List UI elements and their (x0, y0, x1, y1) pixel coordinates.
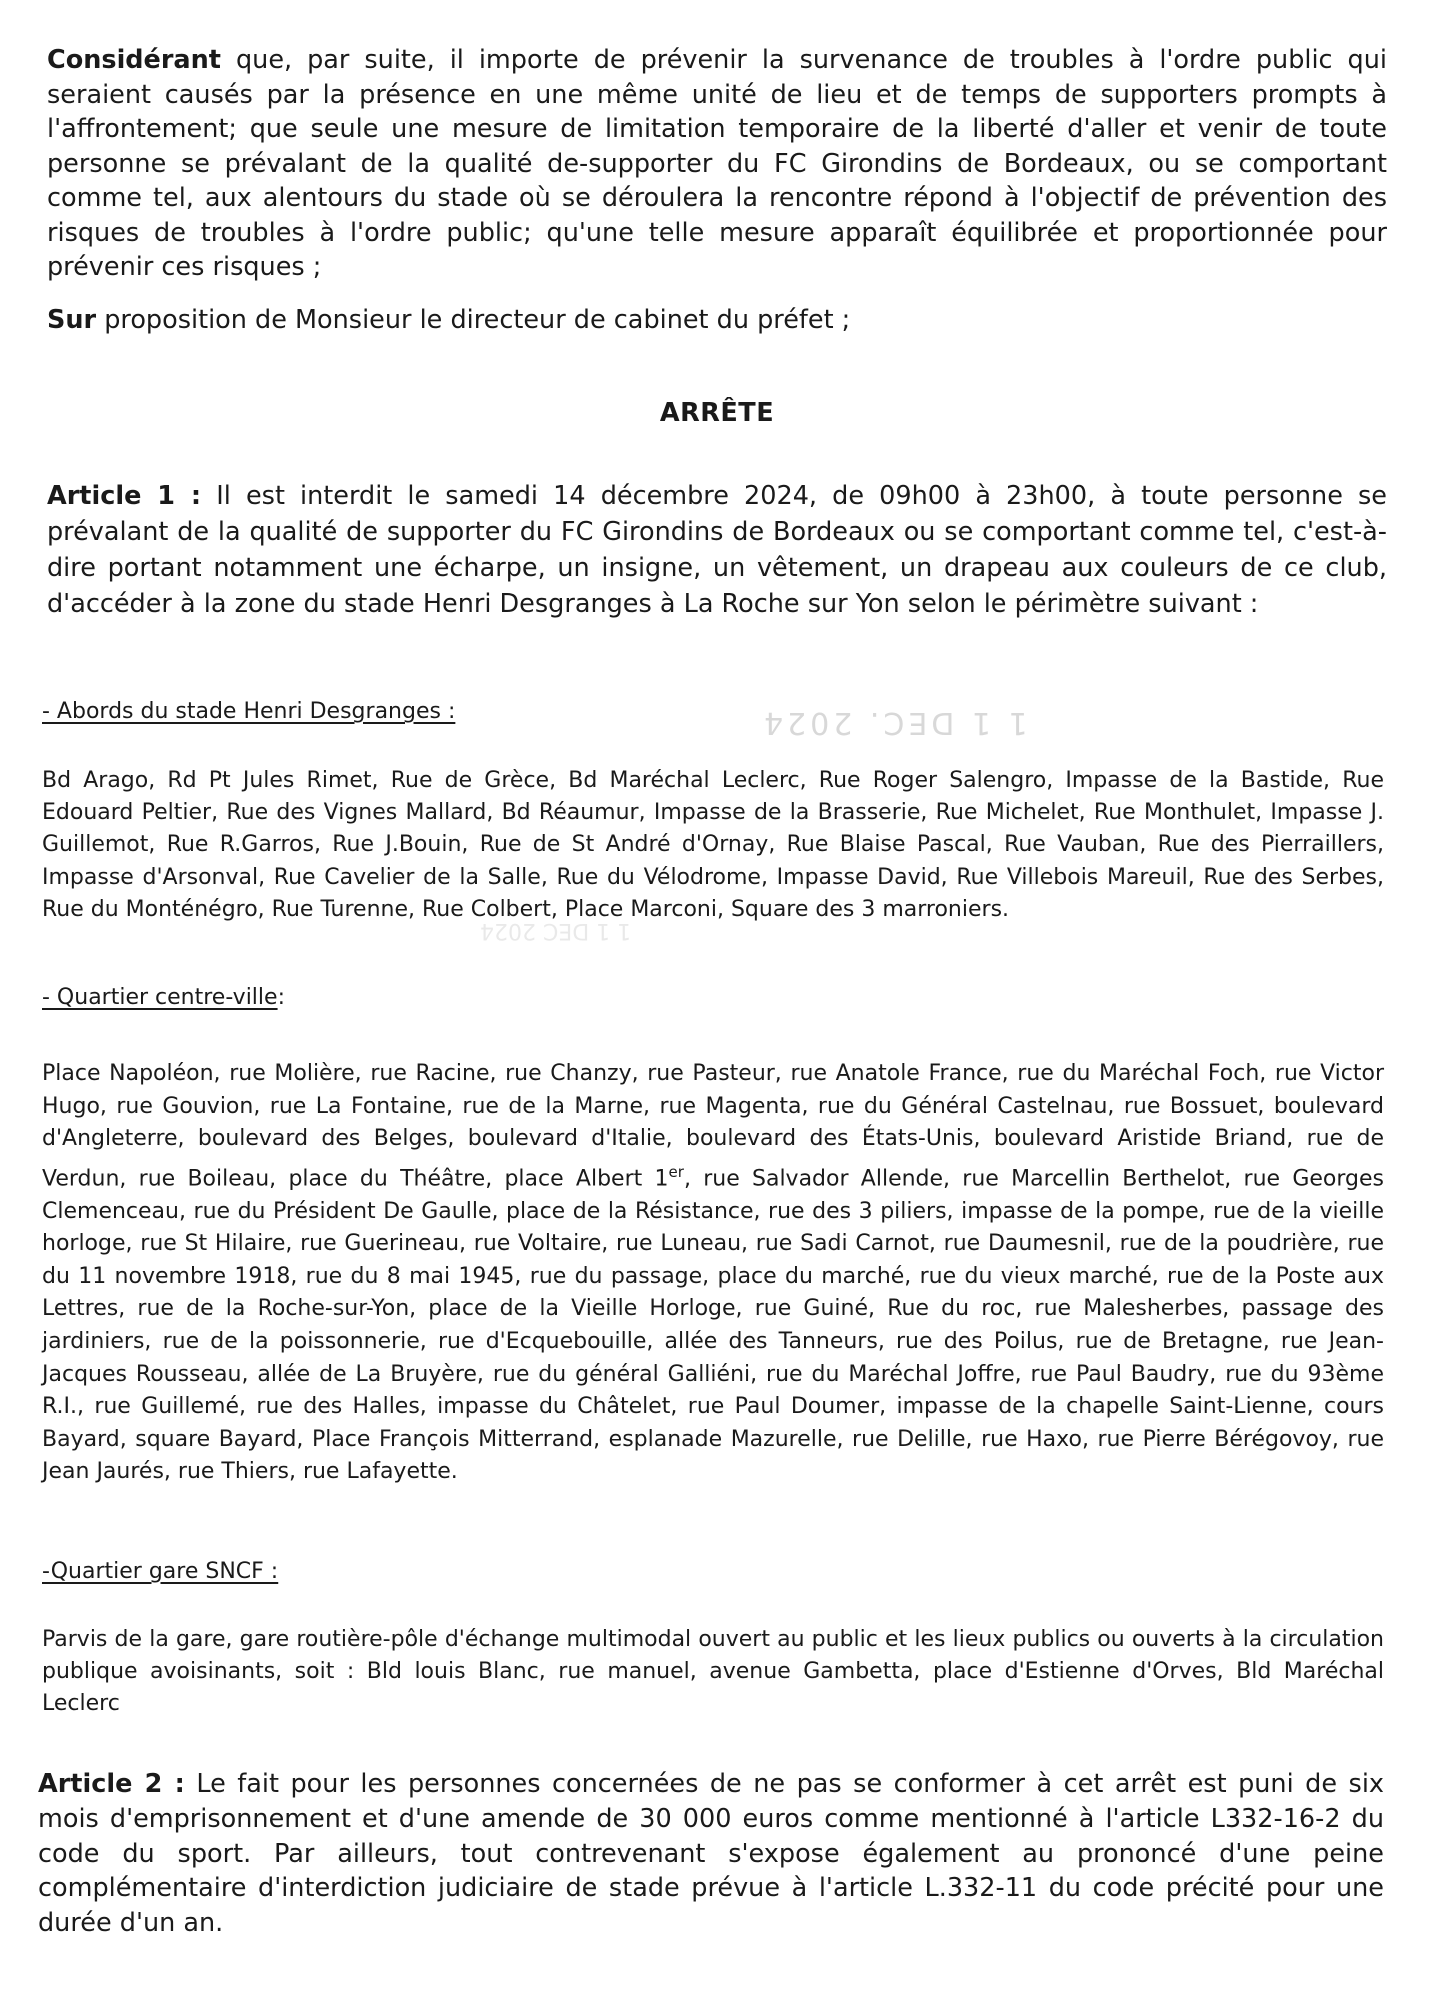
received-stamp: 1 1 DEC. 2024 (760, 705, 1028, 740)
section-title-gare: -Quartier gare SNCF : (42, 1559, 279, 1584)
article2-lead: Article 2 : (38, 1769, 185, 1799)
considerant-text: que, par suite, il importe de prévenir la survenance de troubles à l'ordre public qui seraient causés par la présence en une même unité de lieu et de temps de supporters prompts à l'affrontement; que seule une mesure de limitation temporaire de la liberté d'aller et venir de toute personne se prévalant de la qualité de-supporter du FC Girondins de Bordeaux, ou se comportant comme tel, aux alentours du stade où se déroulera la rencontre répond à l'objectif de prévention des risques de troubles à l'ordre public; qu'une telle mesure apparaît équilibrée et proportionnée pour prévenir ces risques ; (47, 45, 1387, 282)
article2-text: Le fait pour les personnes concernées de ne pas se conformer à cet arrêt est puni de six mois d'emprisonnement et d'une amende de 30 000 euros comme mentionné à l'article L332-16-2 du code du sport. Par ailleurs, tout contrevenant s'expose également au prononcé d'une peine complémentaire d'interdiction judiciaire de stade prévue à l'article L.332-11 du code précité pour une durée d'un an. (38, 1769, 1385, 1939)
article2-paragraph (38, 1767, 1384, 1941)
section-title-centre-ville-text: - Quartier centre-ville (42, 985, 278, 1010)
section-title-centre-ville (42, 983, 285, 1013)
article1-paragraph (47, 478, 1387, 622)
article1-text: Il est interdit le samedi 14 décembre 2024, de 09h00 à 23h00, à toute personne se prévalant de la qualité de supporter du FC Girondins de Bordeaux ou se comportant comme tel, c'est-à-dire portant notamment une écharpe, un insigne, un vêtement, un drapeau aux couleurs de ce club, d'accéder à la zone du stade Henri Desgranges à La Roche sur Yon selon le périmètre suivant : (47, 481, 1387, 619)
section-title-abords: - Abords du stade Henri Desgranges : (42, 699, 456, 724)
section-text-abords: Bd Arago, Rd Pt Jules Rimet, Rue de Grèce, Bd Maréchal Leclerc, Rue Roger Salengro, Impasse de la Bastide, Rue Edouard Peltier, Rue des Vignes Mallard, Bd Réaumur, Impasse de la Brasserie, Rue Michelet, Rue Monthulet, Impasse J. Guillemot, Rue R.Garros, Rue J.Bouin, Rue de St André d'Ornay, Rue Blaise Pascal, Rue Vauban, Rue des Pierraillers, Impasse d'Arsonval, Rue Cavelier de la Salle, Rue du Vélodrome, Impasse David, Rue Villebois Mareuil, Rue des Serbes, Rue du Monténégro, Rue Turenne, Rue Colbert, Place Marconi, Square des 3 marroniers. (42, 768, 1384, 922)
section-title-centre-ville-colon: : (277, 985, 285, 1010)
proposition-paragraph (47, 303, 1387, 338)
section-text-gare: Parvis de la gare, gare routière-pôle d'échange multimodal ouvert au public et les lieux publics ou ouverts à la circulation publique avoisinants, soit : Bld louis Blanc, rue manuel, avenue Gambetta, place d'Estienne d'Orves, Bld Maréchal Leclerc (42, 1627, 1384, 1717)
proposition-lead: Sur (47, 305, 97, 335)
considerant-lead: Considérant (47, 45, 221, 75)
article1-lead: Article 1 : (47, 481, 202, 511)
proposition-text: proposition de Monsieur le directeur de cabinet du préfet ; (96, 305, 851, 335)
page-title: ARRÊTE (659, 398, 775, 428)
centre-ville-text-part2: , rue Salvador Allende, rue Marcellin Berthelot, rue Georges Clemenceau, rue du Président De Gaulle, place de la Résistance, rue des 3 piliers, impasse de la pompe, rue de la vieille horloge, rue St Hilaire, rue Guerineau, rue Voltaire, rue Luneau, rue Sadi Carnot, rue Daumesnil, rue de la poudrière, rue du 11 novembre 1918, rue du 8 mai 1945, rue du passage, place du marché, rue du vieux marché, rue de la Poste aux Lettres, rue de la Roche-sur-Yon, place de la Vieille Horloge, rue Guiné, Rue du roc, rue Malesherbes, passage des jardiniers, rue de la poissonnerie, rue d'Ecquebouille, allée des Tanneurs, rue des Poilus, rue de Bretagne, rue Jean-Jacques Rousseau, allée de La Bruyère, rue du général Galliéni, rue du Maréchal Joffre, rue Paul Baudry, rue du 93ème R.I., rue Guillemé, rue des Halles, impasse du Châtelet, rue Paul Doumer, impasse de la chapelle Saint-Lienne, cours Bayard, square Bayard, Place François Mitterrand, esplanade Mazurelle, rue Delille, rue Haxo, rue Pierre Bérégovoy, rue Jean Jaurés, rue Thiers, rue Lafayette. (42, 1166, 1384, 1485)
centre-ville-text-part1: Place Napoléon, rue Molière, rue Racine, rue Chanzy, rue Pasteur, rue Anatole France, rue du Maréchal Foch, rue Victor Hugo, rue Gouvion, rue La Fontaine, rue de la Marne, rue Magenta, rue du Général Castelnau, rue Bossuet, boulevard d'Angleterre, boulevard des Belges, boulevard d'Italie, boulevard des États-Unis, boulevard Aristide Briand, rue de Verdun, rue Boileau, place du Théâtre, place Albert 1 (42, 1061, 1384, 1192)
section-text-centre-ville (42, 1058, 1384, 1489)
considerant-paragraph (47, 43, 1387, 285)
faint-stamp: 1 1 DEC 2024 (480, 918, 632, 943)
centre-ville-superscript: er (668, 1162, 684, 1181)
